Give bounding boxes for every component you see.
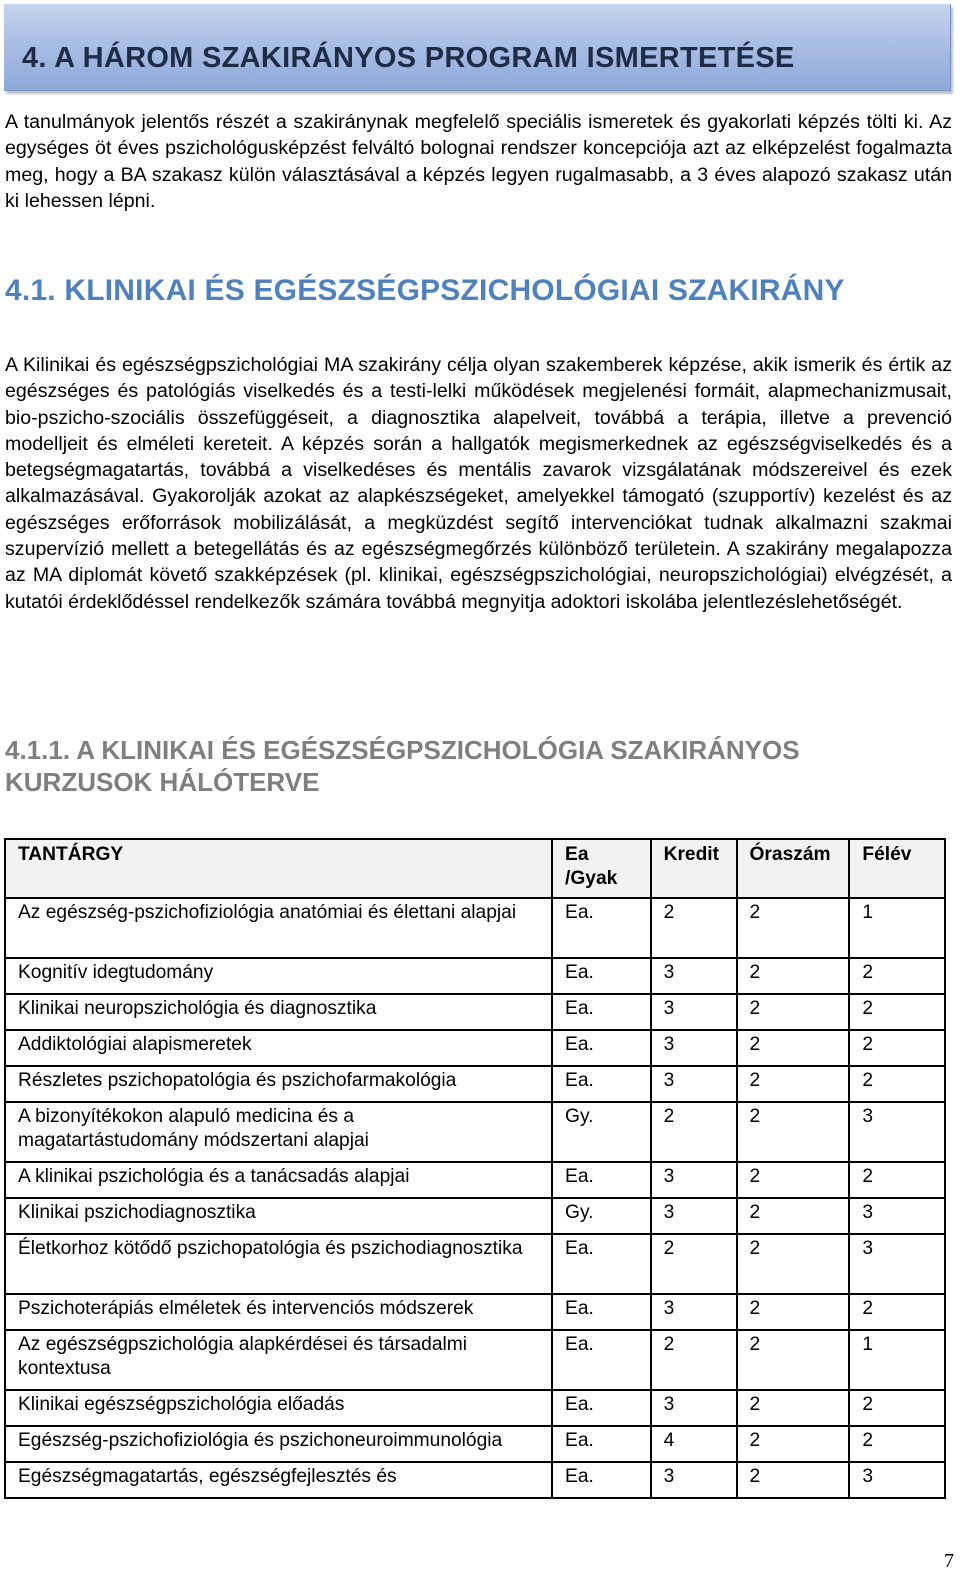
cell-hours: 2 (737, 898, 850, 958)
cell-semester: 1 (849, 898, 945, 958)
cell-hours: 2 (737, 1234, 850, 1294)
table-row (5, 1234, 945, 1294)
cell-credit: 3 (651, 1198, 737, 1234)
cell-subject: Életkorhoz kötődő pszichopatológia és pszichodiagnosztika (5, 1234, 552, 1294)
cell-hours: 2 (737, 1066, 850, 1102)
cell-hours: 2 (737, 1462, 850, 1498)
cell-type: Ea. (552, 1330, 651, 1390)
cell-credit: 3 (651, 994, 737, 1030)
header-type: Ea /Gyak (552, 839, 651, 898)
cell-credit: 3 (651, 1390, 737, 1426)
table-row (5, 1198, 945, 1234)
table-header-row (5, 839, 945, 898)
cell-type: Ea. (552, 1234, 651, 1294)
section-title: 4. A HÁROM SZAKIRÁNYOS PROGRAM ISMERTETÉSE (22, 42, 795, 74)
cell-hours: 2 (737, 1030, 850, 1066)
cell-credit: 3 (651, 1294, 737, 1330)
cell-credit: 3 (651, 1030, 737, 1066)
table-row (5, 1462, 945, 1498)
cell-credit: 3 (651, 958, 737, 994)
cell-type: Ea. (552, 958, 651, 994)
cell-type: Gy. (552, 1198, 651, 1234)
cell-semester: 1 (849, 1330, 945, 1390)
cell-subject: Kognitív idegtudomány (5, 958, 552, 994)
table-row (5, 1294, 945, 1330)
cell-semester: 2 (849, 1294, 945, 1330)
cell-semester: 2 (849, 1162, 945, 1198)
cell-type: Ea. (552, 1030, 651, 1066)
cell-semester: 2 (849, 994, 945, 1030)
cell-type: Ea. (552, 1066, 651, 1102)
cell-hours: 2 (737, 1330, 850, 1390)
cell-type: Ea. (552, 1294, 651, 1330)
cell-credit: 2 (651, 1102, 737, 1162)
cell-subject: A bizonyítékokon alapuló medicina és a magatartástudomány módszertani alapjai (5, 1102, 552, 1162)
cell-type: Ea. (552, 1162, 651, 1198)
cell-hours: 2 (737, 1198, 850, 1234)
cell-type: Ea. (552, 1390, 651, 1426)
cell-subject: Részletes pszichopatológia és pszichofarmakológia (5, 1066, 552, 1102)
table-row (5, 1102, 945, 1162)
cell-semester: 2 (849, 958, 945, 994)
table-row (5, 958, 945, 994)
cell-hours: 2 (737, 1390, 850, 1426)
section-heading-banner (4, 4, 951, 91)
cell-subject: Klinikai neuropszichológia és diagnosztika (5, 994, 552, 1030)
cell-credit: 3 (651, 1162, 737, 1198)
table-row (5, 1390, 945, 1426)
cell-semester: 2 (849, 1390, 945, 1426)
header-semester: Félév (849, 839, 945, 898)
table-row (5, 1066, 945, 1102)
cell-subject: A klinikai pszichológia és a tanácsadás alapjai (5, 1162, 552, 1198)
header-subject: TANTÁRGY (5, 839, 552, 898)
table-row (5, 898, 945, 958)
cell-subject: Addiktológiai alapismeretek (5, 1030, 552, 1066)
table-row (5, 1030, 945, 1066)
cell-semester: 2 (849, 1030, 945, 1066)
table-row (5, 994, 945, 1030)
cell-subject: Klinikai egészségpszichológia előadás (5, 1390, 552, 1426)
cell-type: Ea. (552, 898, 651, 958)
table-row (5, 1330, 945, 1390)
subsection-title: 4.1. KLINIKAI ÉS EGÉSZSÉGPSZICHOLÓGIAI SZAKIRÁNY (5, 274, 845, 307)
cell-credit: 3 (651, 1066, 737, 1102)
cell-credit: 2 (651, 1234, 737, 1294)
cell-type: Ea. (552, 1462, 651, 1498)
page-number: 7 (944, 1550, 954, 1572)
cell-credit: 2 (651, 1330, 737, 1390)
cell-semester: 3 (849, 1102, 945, 1162)
cell-semester: 3 (849, 1198, 945, 1234)
cell-credit: 2 (651, 898, 737, 958)
cell-semester: 2 (849, 1066, 945, 1102)
cell-hours: 2 (737, 1162, 850, 1198)
table-row (5, 1426, 945, 1462)
course-table (4, 838, 946, 1499)
header-credit: Kredit (651, 839, 737, 898)
cell-subject: Az egészségpszichológia alapkérdései és társadalmi kontextusa (5, 1330, 552, 1390)
cell-subject: Az egészség-pszichofiziológia anatómiai és élettani alapjai (5, 898, 552, 958)
subsection-paragraph: A Kilinikai és egészségpszichológiai MA szakirány célja olyan szakemberek képzése, akik ismerik és értik az egészséges és patológiás viselkedés és a testi-lelki működések megjelenési formáit, alapmechanizmusait, bio-pszicho-szociális összefüggéseit, a diagnosztika alapelveit, továbbá a terápia, illetve a prevenció modelljeit és elméleti kereteit. A képzés során a hallgatók megismerkednek az egészségviselkedés és a betegségmagatartás, továbbá a viselkedéses és mentális zavarok vizsgálatának módszereivel és ezek alkalmazásával. Gyakorolják azokat az alapkészségeket, amelyekkel támogató (szupportív) kezelést és az egészséges erőforrások mobilizálását, a megküzdést segítő intervenciókat tudnak alkalmazni szakmai szupervízió mellett a betegellátás és az egészségmegőrzés különböző területein. A szakirány megalapozza az MA diplomát követő szakképzések (pl. klinikai, egészségpszichológiai, neuropszichológiai) elvégzését, a kutatói érdeklődéssel rendelkezők számára továbbá megnyitja adoktori iskolába jelentlezéslehetőségét. (5, 354, 952, 613)
cell-subject: Pszichoterápiás elméletek és intervenciós módszerek (5, 1294, 552, 1330)
cell-hours: 2 (737, 1102, 850, 1162)
cell-hours: 2 (737, 994, 850, 1030)
cell-hours: 2 (737, 958, 850, 994)
cell-credit: 3 (651, 1462, 737, 1498)
table-row (5, 1162, 945, 1198)
cell-hours: 2 (737, 1294, 850, 1330)
cell-subject: Egészség-pszichofiziológia és pszichoneuroimmunológia (5, 1426, 552, 1462)
cell-semester: 3 (849, 1234, 945, 1294)
cell-hours: 2 (737, 1426, 850, 1462)
cell-semester: 3 (849, 1462, 945, 1498)
cell-subject: Klinikai pszichodiagnosztika (5, 1198, 552, 1234)
cell-semester: 2 (849, 1426, 945, 1462)
cell-type: Gy. (552, 1102, 651, 1162)
cell-type: Ea. (552, 1426, 651, 1462)
intro-paragraph: A tanulmányok jelentős részét a szakiránynak megfelelő speciális ismeretek és gyakorlati képzés tölti ki. Az egységes öt éves pszichológusképzést felváltó bolognai rendszer koncepciója azt az elképzelést fogalmazta meg, hogy a BA szakasz külön választásával a képzés legyen rugalmasabb, a 3 éves alapozó szakasz után ki lehessen lépni. (5, 111, 952, 212)
cell-subject: Egészségmagatartás, egészségfejlesztés és (5, 1462, 552, 1498)
subsubsection-title: 4.1.1. A KLINIKAI ÉS EGÉSZSÉGPSZICHOLÓGIA SZAKIRÁNYOS KURZUSOK HÁLÓTERVE (5, 735, 800, 797)
cell-type: Ea. (552, 994, 651, 1030)
cell-credit: 4 (651, 1426, 737, 1462)
header-hours: Óraszám (737, 839, 850, 898)
